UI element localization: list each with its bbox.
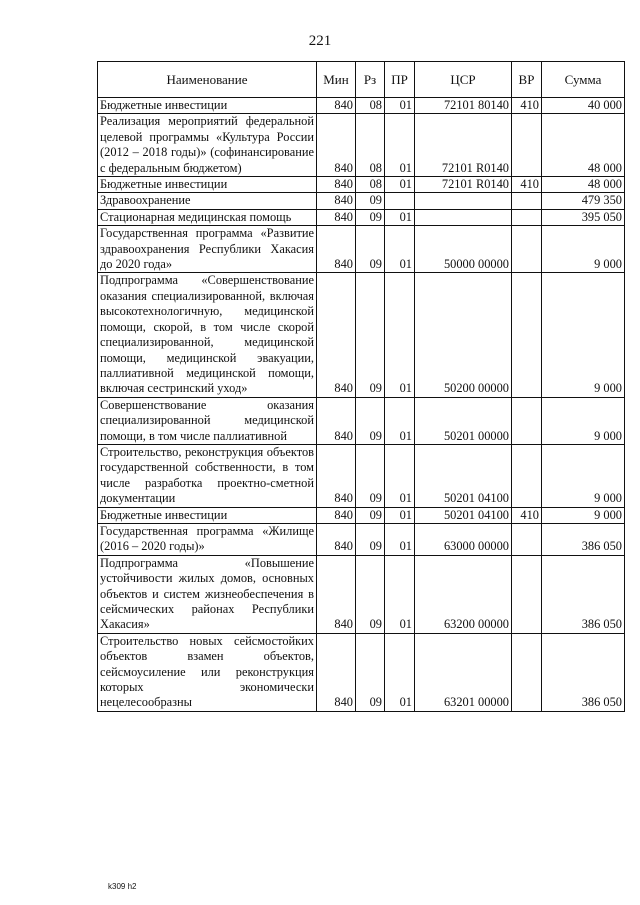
cell-pr: 01 — [385, 633, 415, 711]
cell-vr: 410 — [512, 507, 542, 523]
cell-vr — [512, 523, 542, 555]
cell-csr: 50000 00000 — [415, 226, 512, 273]
footer-code: k309 h2 — [108, 882, 137, 891]
cell-name: Государственная программа «Жилище (2016 – 2020 годы)» — [98, 523, 317, 555]
cell-rz: 08 — [356, 177, 385, 193]
cell-rz: 09 — [356, 226, 385, 273]
table-row — [98, 555, 625, 633]
cell-pr: 01 — [385, 507, 415, 523]
header-min: Мин — [317, 62, 356, 98]
cell-csr: 63000 00000 — [415, 523, 512, 555]
header-row — [98, 62, 625, 98]
cell-name: Бюджетные инвестиции — [98, 177, 317, 193]
cell-rz: 09 — [356, 273, 385, 397]
cell-min: 840 — [317, 444, 356, 507]
cell-name: Строительство, реконструкция объектов государственной собственности, в том числе разработка проектно-сметной документации — [98, 444, 317, 507]
table-row — [98, 98, 625, 114]
cell-sum: 386 050 — [542, 555, 625, 633]
cell-rz: 08 — [356, 98, 385, 114]
cell-sum: 386 050 — [542, 523, 625, 555]
cell-csr: 72101 R0140 — [415, 114, 512, 177]
table-row — [98, 444, 625, 507]
cell-pr: 01 — [385, 177, 415, 193]
cell-vr — [512, 226, 542, 273]
cell-pr: 01 — [385, 444, 415, 507]
cell-min: 840 — [317, 555, 356, 633]
header-csr: ЦСР — [415, 62, 512, 98]
cell-csr: 63200 00000 — [415, 555, 512, 633]
table-row — [98, 226, 625, 273]
page-number: 221 — [308, 33, 332, 49]
cell-sum: 9 000 — [542, 273, 625, 397]
cell-sum: 48 000 — [542, 177, 625, 193]
cell-vr — [512, 273, 542, 397]
cell-name: Государственная программа «Развитие здравоохранения Республики Хакасия до 2020 года» — [98, 226, 317, 273]
cell-pr: 01 — [385, 209, 415, 225]
cell-csr: 50201 04100 — [415, 507, 512, 523]
cell-name: Здравоохранение — [98, 193, 317, 209]
table-row — [98, 523, 625, 555]
table-row — [98, 114, 625, 177]
cell-rz: 09 — [356, 209, 385, 225]
table-row — [98, 209, 625, 225]
cell-vr — [512, 397, 542, 444]
cell-name: Стационарная медицинская помощь — [98, 209, 317, 225]
table-row — [98, 193, 625, 209]
cell-pr: 01 — [385, 273, 415, 397]
cell-csr: 72101 80140 — [415, 98, 512, 114]
table-header — [98, 62, 625, 98]
cell-sum: 479 350 — [542, 193, 625, 209]
cell-min: 840 — [317, 98, 356, 114]
cell-name: Реализация мероприятий федеральной целевой программы «Культура России (2012 – 2018 годы)» (софинансирование с федеральным бюджетом) — [98, 114, 317, 177]
cell-rz: 08 — [356, 114, 385, 177]
cell-min: 840 — [317, 209, 356, 225]
cell-rz: 09 — [356, 523, 385, 555]
header-sum: Сумма — [542, 62, 625, 98]
cell-min: 840 — [317, 114, 356, 177]
table-row — [98, 177, 625, 193]
cell-vr — [512, 193, 542, 209]
cell-vr — [512, 444, 542, 507]
cell-csr: 50200 00000 — [415, 273, 512, 397]
cell-min: 840 — [317, 507, 356, 523]
cell-rz: 09 — [356, 633, 385, 711]
table-row — [98, 507, 625, 523]
cell-name: Совершенствование оказания специализированной медицинской помощи, в том числе паллиативной — [98, 397, 317, 444]
header-rz: Рз — [356, 62, 385, 98]
cell-name: Подпрограмма «Повышение устойчивости жилых домов, основных объектов и систем жизнеобеспечения в сейсмических районах Республики Хакасия» — [98, 555, 317, 633]
cell-vr — [512, 209, 542, 225]
cell-pr: 01 — [385, 555, 415, 633]
header-vr: ВР — [512, 62, 542, 98]
cell-pr: 01 — [385, 226, 415, 273]
cell-rz: 09 — [356, 555, 385, 633]
header-pr: ПР — [385, 62, 415, 98]
cell-csr — [415, 193, 512, 209]
cell-vr — [512, 555, 542, 633]
table-body — [98, 98, 625, 712]
cell-csr: 50201 04100 — [415, 444, 512, 507]
cell-min: 840 — [317, 273, 356, 397]
table-row — [98, 633, 625, 711]
cell-rz: 09 — [356, 444, 385, 507]
cell-rz: 09 — [356, 507, 385, 523]
cell-pr: 01 — [385, 397, 415, 444]
cell-min: 840 — [317, 523, 356, 555]
cell-pr: 01 — [385, 98, 415, 114]
cell-name: Строительство новых сейсмостойких объектов взамен объектов, сейсмоусиление или реконструкция которых экономически нецелесообразны — [98, 633, 317, 711]
cell-csr: 72101 R0140 — [415, 177, 512, 193]
cell-sum: 40 000 — [542, 98, 625, 114]
cell-name: Бюджетные инвестиции — [98, 507, 317, 523]
cell-sum: 395 050 — [542, 209, 625, 225]
table-row — [98, 273, 625, 397]
cell-vr — [512, 114, 542, 177]
cell-sum: 9 000 — [542, 397, 625, 444]
cell-vr — [512, 633, 542, 711]
cell-min: 840 — [317, 177, 356, 193]
cell-min: 840 — [317, 193, 356, 209]
budget-table — [97, 61, 625, 712]
cell-sum: 48 000 — [542, 114, 625, 177]
header-name: Наименование — [98, 62, 317, 98]
cell-csr: 50201 00000 — [415, 397, 512, 444]
cell-sum: 9 000 — [542, 444, 625, 507]
cell-csr: 63201 00000 — [415, 633, 512, 711]
cell-pr: 01 — [385, 114, 415, 177]
cell-min: 840 — [317, 226, 356, 273]
cell-sum: 9 000 — [542, 507, 625, 523]
cell-sum: 9 000 — [542, 226, 625, 273]
table-row — [98, 397, 625, 444]
cell-name: Подпрограмма «Совершенствование оказания специализированной, включая высокотехнологичную, медицинской помощи, скорой, в том числе скорой специализированной, медицинской помощи, медицинской эвакуации, паллиативной медицинской помощи, включая сестринский уход» — [98, 273, 317, 397]
cell-rz: 09 — [356, 397, 385, 444]
cell-rz: 09 — [356, 193, 385, 209]
cell-sum: 386 050 — [542, 633, 625, 711]
cell-min: 840 — [317, 633, 356, 711]
cell-min: 840 — [317, 397, 356, 444]
cell-vr: 410 — [512, 98, 542, 114]
cell-vr: 410 — [512, 177, 542, 193]
cell-name: Бюджетные инвестиции — [98, 98, 317, 114]
cell-pr — [385, 193, 415, 209]
cell-csr — [415, 209, 512, 225]
cell-pr: 01 — [385, 523, 415, 555]
